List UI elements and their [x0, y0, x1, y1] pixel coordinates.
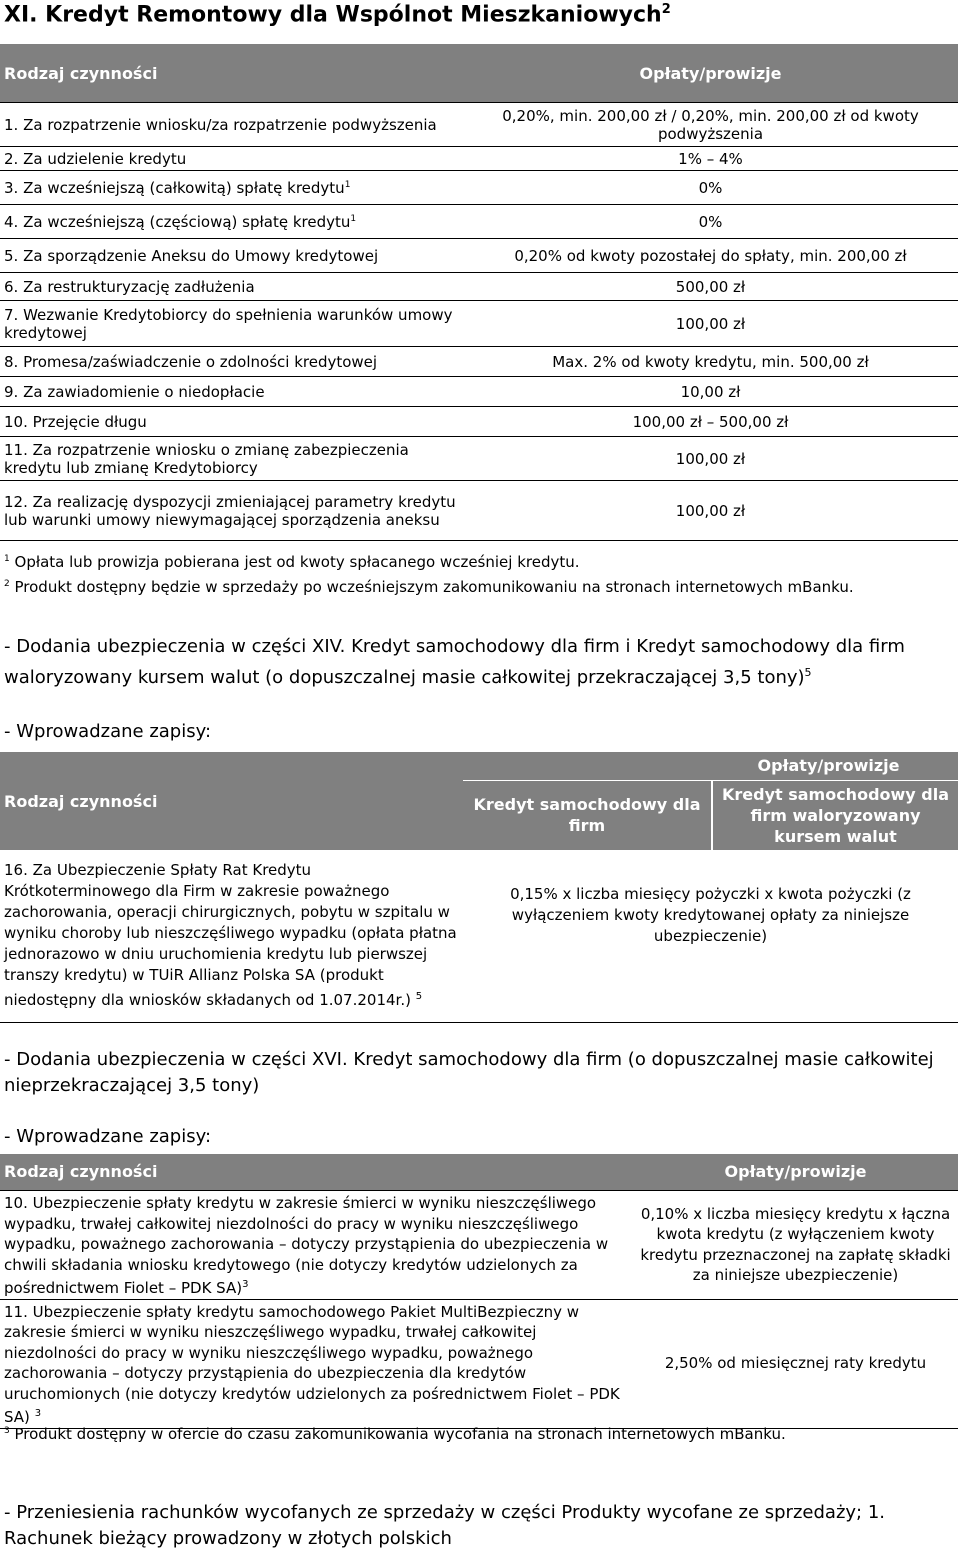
row-value: 1% – 4% [463, 147, 958, 171]
row-label-cell [0, 1299, 633, 1428]
footnote-ref: 3 [34, 1408, 42, 1419]
footnote-ref: 1 [344, 179, 351, 190]
header-fees-group: Opłaty/prowizje [463, 752, 958, 780]
amendment-paragraph-3: - Przeniesienia rachunków wycofanych ze sprzedaży w części Produkty wycofane ze sprzedaży; 1. Rachunek bieżący prowadzony w złotych polskich [4, 1502, 885, 1549]
table-row [0, 239, 958, 273]
row-label: 16. Za Ubezpieczenie Spłaty Rat Kredytu Krótkoterminowego dla Firm w zakresie poważnego zachorowania, operacji chirurgicznych, pobytu w szpitalu w wyniku choroby lub nieszczęśliwego wypadku (opłata płatna jednorazowo w dniu uruchomienia kredytu lub pierwszej transzy kredytu) w TUiR Allianz Polska SA (produkt niedostępny dla wniosków składanych od 1.07.2014r.) [4, 861, 457, 1010]
footnotes-section-1 [4, 550, 954, 597]
table-row [0, 347, 958, 377]
table-row [0, 301, 958, 347]
row-label: 11. Ubezpieczenie spłaty kredytu samochodowego Pakiet MultiBezpieczny w zakresie śmierci w wyniku nieszczęśliwego wypadku, trwałej całkowitej niezdolności do pracy w wyniku nieszczęśliwego wypadku, poważnego zachorowania – dotyczy przystąpienia do ubezpieczenia dla kredytów uruchomionych (nie dotyczy kredytów udzielonych za pośrednictwem Fiolet – PDK SA) [4, 1302, 620, 1426]
row-label: 12. Za realizację dyspozycji zmieniającej parametry kredytu lub warunki umowy niewymagającej sporządzenia aneksu [0, 481, 463, 541]
row-label-cell [0, 171, 463, 205]
footnote-number: 1 [4, 554, 10, 564]
intro-entries-2: - Wprowadzane zapisy: [4, 1126, 212, 1147]
table-row [0, 377, 958, 407]
table-row [0, 273, 958, 301]
paragraph-text: - Dodania ubezpieczenia w części XIV. Kredyt samochodowy dla firm i Kredyt samochodowy dla firm waloryzowany kursem walut (o dopuszczalnej masie całkowitej przekraczającej 3,5 tony) [4, 636, 905, 688]
table-row [0, 1299, 958, 1428]
table-row [0, 407, 958, 437]
row-label: 10. Przejęcie długu [0, 407, 463, 437]
table-header-row [0, 44, 958, 103]
row-label: 6. Za restrukturyzację zadłużenia [0, 273, 463, 301]
table-row [0, 1191, 958, 1300]
row-label: 9. Za zawiadomienie o niedopłacie [0, 377, 463, 407]
amendment-paragraph-1 [4, 634, 954, 691]
row-label: 3. Za wcześniejszą (całkowitą) spłatę kredytu [4, 178, 345, 197]
header-col-car-loan-indexed: Kredyt samochodowy dla firm waloryzowany kursem walut [712, 780, 958, 850]
row-value: 100,00 zł – 500,00 zł [463, 407, 958, 437]
row-label: 5. Za sporządzenie Aneksu do Umowy kredytowej [0, 239, 463, 273]
row-label-cell [0, 850, 463, 1022]
footnote-number: 2 [4, 579, 10, 589]
row-label-cell [0, 205, 463, 239]
intro-entries-1: - Wprowadzane zapisy: [4, 721, 212, 742]
footnote-ref: 3 [242, 1279, 249, 1290]
section-title [4, 2, 671, 27]
row-label: 2. Za udzielenie kredytu [0, 147, 463, 171]
table-header-row [0, 1154, 958, 1191]
row-label: 4. Za wcześniejszą (częściową) spłatę kredytu [4, 212, 351, 231]
row-value: 100,00 zł [463, 301, 958, 347]
footnote-text: Opłata lub prowizja pobierana jest od kwoty spłacanego wcześniej kredytu. [14, 553, 580, 571]
table-row [0, 171, 958, 205]
row-value: 0% [463, 205, 958, 239]
row-label-cell [0, 1191, 633, 1300]
row-value: 2,50% od miesięcznej raty kredytu [633, 1299, 958, 1428]
row-label: 10. Ubezpieczenie spłaty kredytu w zakresie śmierci w wyniku nieszczęśliwego wypadku, trwałej całkowitej niezdolności do pracy w wyniku nieszczęśliwego wypadku, poważnego zachorowania – dotyczy przystąpienia do ubezpieczenia w chwili składania wniosku kredytowego (nie dotyczy kredytów udzielonych za pośrednictwem Fiolet – PDK SA) [4, 1194, 609, 1297]
header-fees: Opłaty/prowizje [633, 1154, 958, 1191]
table-row [0, 437, 958, 481]
row-value: 500,00 zł [463, 273, 958, 301]
table-row [0, 481, 958, 541]
row-value: 100,00 zł [463, 481, 958, 541]
table-row [0, 850, 958, 1022]
fees-table-car-loans-insurance [0, 1154, 958, 1429]
fees-table-car-loans [0, 752, 958, 1023]
row-label: 8. Promesa/zaświadczenie o zdolności kredytowej [0, 347, 463, 377]
footnote-ref: 1 [350, 213, 357, 224]
footnote-ref: 5 [804, 666, 812, 679]
table-header-row [0, 752, 958, 780]
table-row [0, 147, 958, 171]
footnote-ref: 5 [415, 991, 423, 1003]
row-value: 10,00 zł [463, 377, 958, 407]
footnote-text: Produkt dostępny w ofercie do czasu zakomunikowania wycofania na stronach internetowych mBanku. [14, 1425, 786, 1443]
row-label: 1. Za rozpatrzenie wniosku/za rozpatrzenie podwyższenia [0, 103, 463, 147]
row-label: 7. Wezwanie Kredytobiorcy do spełnienia warunków umowy kredytowej [0, 301, 463, 347]
row-value: 0,20% od kwoty pozostałej do spłaty, min. 200,00 zł [463, 239, 958, 273]
row-value: 0% [463, 171, 958, 205]
header-activity-type: Rodzaj czynności [0, 1154, 633, 1191]
row-value: 100,00 zł [463, 437, 958, 481]
header-fees: Opłaty/prowizje [463, 44, 958, 103]
fees-table-remont [0, 44, 958, 541]
row-value: Max. 2% od kwoty kredytu, min. 500,00 zł [463, 347, 958, 377]
footnote [4, 575, 954, 597]
footnote-text: Produkt dostępny będzie w sprzedaży po wcześniejszym zakomunikowaniu na stronach internetowych mBanku. [14, 578, 854, 596]
section-title-text: XI. Kredyt Remontowy dla Wspólnot Mieszkaniowych [4, 2, 662, 28]
table-row [0, 205, 958, 239]
header-col-car-loan: Kredyt samochodowy dla firm [463, 780, 712, 850]
row-value: 0,20%, min. 200,00 zł / 0,20%, min. 200,00 zł od kwoty podwyższenia [463, 103, 958, 147]
section-title-footnote-ref: 2 [661, 2, 671, 17]
footnotes-section-3 [4, 1422, 954, 1444]
header-activity-type: Rodzaj czynności [0, 752, 463, 850]
amendment-paragraph-2: - Dodania ubezpieczenia w części XVI. Kredyt samochodowy dla firm (o dopuszczalnej masie całkowitej nieprzekraczającej 3,5 tony) [4, 1049, 934, 1096]
row-label: 11. Za rozpatrzenie wniosku o zmianę zabezpieczenia kredytu lub zmianę Kredytobiorcy [0, 437, 463, 481]
row-value: 0,10% x liczba miesięcy kredytu x łączna kwota kredytu (z wyłączeniem kwoty kredytu przeznaczonej na zapłatę składki za niniejsze ubezpieczenie) [633, 1191, 958, 1300]
footnote-number: 3 [4, 1426, 10, 1436]
footnote [4, 550, 954, 572]
table-row [0, 103, 958, 147]
header-activity-type: Rodzaj czynności [0, 44, 463, 103]
row-value: 0,15% x liczba miesięcy pożyczki x kwota pożyczki (z wyłączeniem kwoty kredytowanej opłaty za niniejsze ubezpieczenie) [463, 850, 958, 1022]
